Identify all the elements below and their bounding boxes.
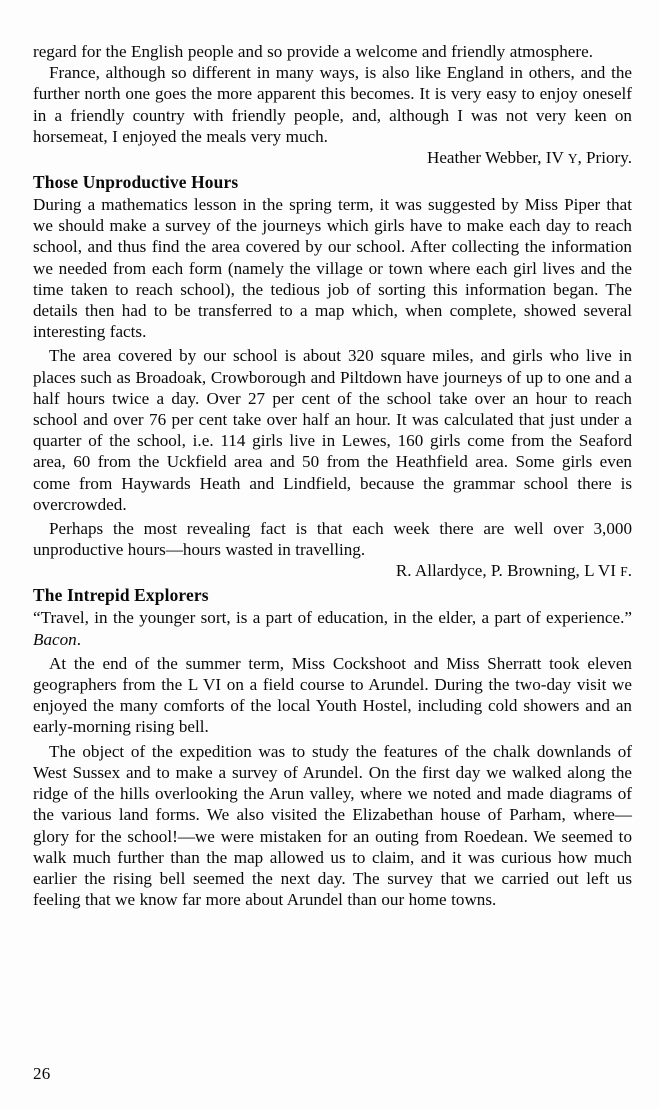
quote-text: “Travel, in the younger sort, is a part of education, in the elder, a part of experience.” [33, 608, 632, 628]
page-text-column [33, 41, 632, 910]
quote-terminator: . [76, 629, 82, 649]
attribution-name: Heather Webber, IV [426, 148, 568, 168]
quote-source: Bacon [33, 629, 77, 649]
article-attribution [33, 560, 632, 583]
article-heading-those-unproductive-hours: Those Unproductive Hours [33, 172, 239, 193]
article-attribution [33, 147, 632, 170]
attribution-suffix: . [627, 561, 632, 581]
paragraph: At the end of the summer term, Miss Cockshoot and Miss Sherratt took eleven geographers from the L VI on a field course to Arundel. During the two-day visit we enjoyed the many comforts of the local Youth Hostel, including cold showers and an early-morning rising bell. [33, 653, 632, 737]
paragraph: The object of the expedition was to study the features of the chalk downlands of West Sussex and to make a survey of Arundel. On the first day we walked along the ridge of the hills overlooking the Arun valley, where we noted and made diagrams of the various land forms. We also visited the Elizabethan house of Parham, where—glory for the school!—we were mistaken for an outing from Roedean. We seemed to walk much further than the map allowed us to claim, and it was curious how much earlier the rising bell seemed the next day. The survey that we carried out left us feeling that we know far more about Arundel than our home towns. [33, 741, 632, 910]
paragraph: During a mathematics lesson in the spring term, it was suggested by Miss Piper that we should make a survey of the journeys which girls have to make each day to reach school, and thus find the area covered by our school. After collecting the information we needed from each form (namely the village or town where each girl lives and the time taken to reach school), the tedious job of sorting this information began. The details then had to be transferred to a map which, when complete, showed several interesting facts. [33, 195, 632, 342]
epigraph-quote [33, 607, 632, 649]
paragraph: The area covered by our school is about 320 square miles, and girls who live in places such as Broadoak, Crowborough and Piltdown have journeys of up to one and a half hours twice a day. Over 27 per cent of the school take over an hour to reach school and over 76 per cent take over half an hour. It was calculated that just under a quarter of the school, i.e. 114 girls live in Lewes, 160 girls come from the Seaford area, 60 from the Uckfield area and 50 from the Heathfield area. Some girls even come from Haywards Heath and Lindfield, because the grammar school there is overcrowded. [33, 346, 632, 514]
article-heading-the-intrepid-explorers: The Intrepid Explorers [33, 585, 209, 606]
attribution-suffix: , Priory. [577, 148, 632, 168]
paragraph: regard for the English people and so provide a welcome and friendly atmosphere. [33, 42, 593, 61]
attribution-name: R. Allardyce, P. Browning, L VI [395, 561, 621, 581]
page-number: 26 [33, 1064, 51, 1083]
paragraph: Perhaps the most revealing fact is that each week there are well over 3,000 unproductive hours—hours wasted in travelling. [33, 519, 632, 560]
paragraph: France, although so different in many ways, is also like England in others, and the further north one goes the more apparent this becomes. It is very easy to enjoy oneself in a friendly country with friendly people, and, although I was not very keen on horsemeat, I enjoyed the meals very much. [33, 63, 632, 146]
attribution-form: F [620, 564, 628, 580]
attribution-form: Y [567, 151, 578, 167]
